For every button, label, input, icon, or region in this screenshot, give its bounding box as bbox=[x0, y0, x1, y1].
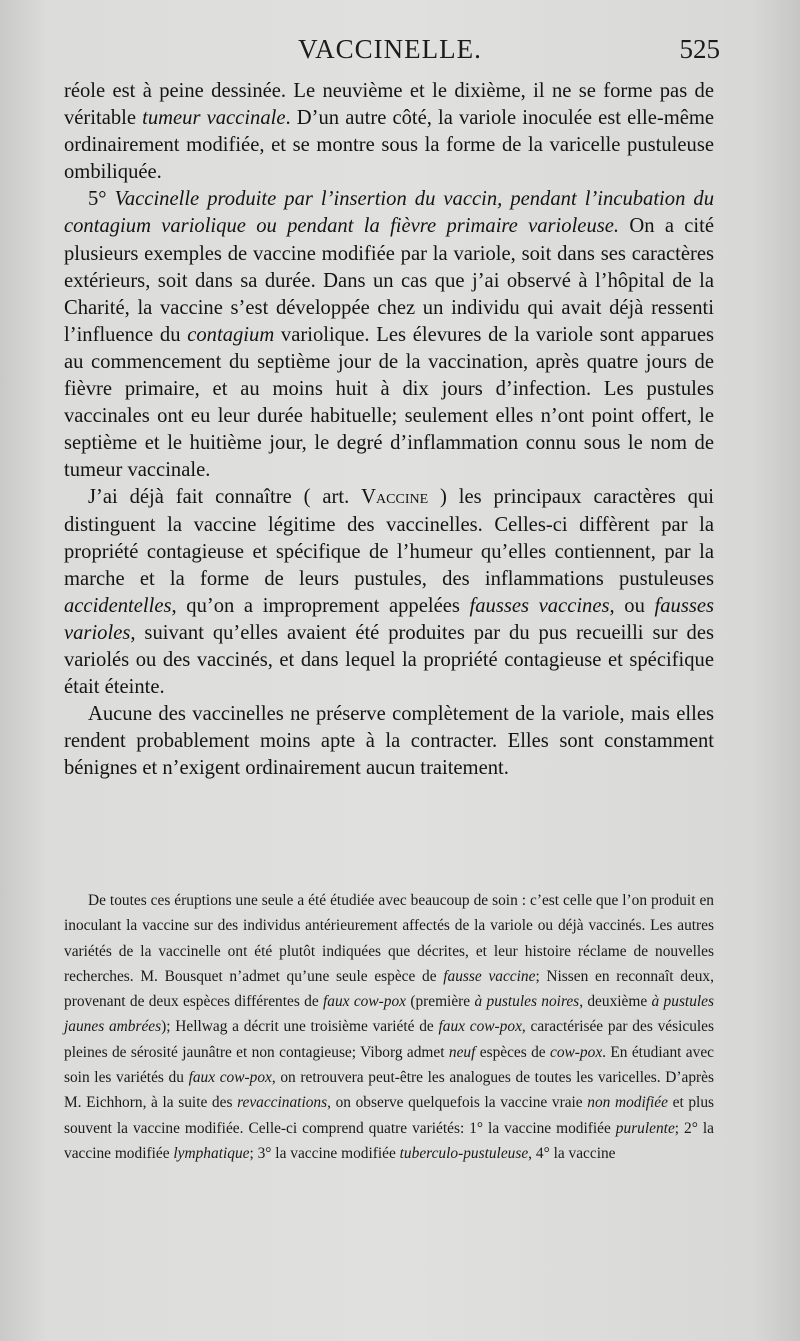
main-text bbox=[64, 78, 714, 782]
paragraph-3 bbox=[64, 484, 714, 701]
paragraph-1 bbox=[64, 78, 714, 186]
italic-term: revaccinations bbox=[237, 1094, 328, 1112]
text-run: On a cité plusieurs exemples de vaccine modifiée par la variole, soit dans ses caractères extérieurs, soit dans sa durée. Dans un cas que j’ai observé à l’hôpital de la Charité, la vaccine s’est développée chez un individu qui avait déjà ressenti l’influence du bbox=[64, 215, 714, 346]
notes-paragraph bbox=[64, 888, 714, 1166]
italic-term: fausse vaccine bbox=[443, 967, 536, 985]
italic-term: non modifiée bbox=[587, 1094, 668, 1112]
text-run: . En étudiant avec soin les variétés du bbox=[64, 1043, 714, 1087]
text-run: J’ai déjà fait connaître ( art. bbox=[88, 486, 362, 509]
italic-term: fausses varioles bbox=[64, 594, 714, 644]
italic-term: fausses vaccines bbox=[469, 594, 610, 617]
italic-term: faux cow-pox bbox=[188, 1069, 272, 1087]
paragraph-4 bbox=[64, 701, 714, 782]
section-number: 5° bbox=[88, 188, 115, 211]
italic-term: purulente bbox=[615, 1119, 675, 1137]
section-heading: Vaccinelle produite par l’insertion du vaccin, pendant l’incubation du contagium variolique ou pendant la fièvre primaire varioleuse. bbox=[64, 188, 714, 238]
italic-term: tuberculo-pustuleuse bbox=[399, 1144, 529, 1162]
text-run: ; Nissen en reconnaît deux, provenant de deux espèces différentes de bbox=[64, 967, 714, 1011]
italic-term: faux cow-pox bbox=[438, 1018, 522, 1036]
cross-reference: Vaccine bbox=[361, 486, 429, 509]
text-run: ; 3° la vaccine modifiée bbox=[249, 1144, 400, 1162]
text-run: , on retrouvera peut-être les analogues de toutes les varicelles. D’après M. Eichhorn, à la suite des bbox=[64, 1069, 714, 1112]
text-run: , caractérisée par des vésicules pleines de sérosité jaunâtre et non contagieuse; Viborg admet bbox=[64, 1018, 714, 1061]
text-run: , ou bbox=[609, 594, 655, 617]
text-run: , on observe quelquefois la vaccine vraie bbox=[327, 1094, 588, 1112]
text-run: ) les principaux caractères qui distinguent la vaccine légitime des vaccinelles. Celles-ci diffèrent par la propriété contagieuse et spécifique de l’humeur qu’elles contiennent, par la marche et la forme de leurs pustules, des inflammations pustuleuses bbox=[64, 486, 714, 590]
paragraph-2 bbox=[64, 186, 714, 484]
text-run: , deuxième bbox=[579, 993, 652, 1011]
italic-term: cow-pox bbox=[550, 1043, 603, 1061]
text-run: Aucune des vaccinelles ne préserve complètement de la variole, mais elles rendent probablement moins apte à la contracter. Elles sont constamment bénignes et n’exigent ordinairement aucun traitement. bbox=[64, 703, 714, 780]
italic-term: tumeur vaccinale bbox=[142, 107, 286, 130]
italic-term: neuf bbox=[448, 1043, 476, 1061]
small-print-notes bbox=[64, 888, 714, 1166]
page-number: 525 bbox=[679, 34, 720, 64]
text-run: . D’un autre côté, la variole inoculée est elle-même ordinairement modifiée, et se montre sous la forme de la varicelle pustuleuse ombiliquée. bbox=[64, 107, 715, 184]
italic-term: contagium bbox=[187, 323, 275, 346]
text-run: , suivant qu’elles avaient été produites par du pus recueilli sur des variolés ou des vaccinés, et dans lequel la propriété contagieuse et spécifique était éteinte. bbox=[64, 621, 714, 699]
text-run: espèces de bbox=[475, 1043, 551, 1061]
page-header bbox=[60, 30, 720, 70]
text-run: ; 2° la vaccine modifiée bbox=[64, 1119, 714, 1162]
text-run: et plus souvent la vaccine modifiée. Celle-ci comprend quatre variétés: 1° la vaccine modifiée bbox=[64, 1094, 714, 1137]
text-run: , qu’on a improprement appelées bbox=[171, 594, 470, 617]
italic-term: à pustules noires bbox=[474, 993, 580, 1011]
text-run: ); Hellwag a décrit une troisième variété de bbox=[161, 1018, 439, 1036]
italic-term: faux cow-pox bbox=[323, 993, 406, 1011]
text-run: variolique. Les élevures de la variole sont apparues au commencement du septième jour de la vaccination, après quatre jours de fièvre primaire, et au moins huit à dix jours d’infection. Les pustules vaccinales ont eu leur durée habituelle; seulement elles n’ont point offert, le septième et le huitième jour, le degré d’inflammation connu sous le nom de tumeur vaccinale. bbox=[64, 323, 714, 482]
text-run: De toutes ces éruptions une seule a été étudiée avec beaucoup de soin : c’est celle que l’on produit en inoculant la vaccine sur des individus antérieurement affectés de la variole ou déjà vaccinés. Les autres variétés de la vaccinelle ont été plutôt indiquées que décrites, et leur histoire réclame de nouvelles recherches. M. Bousquet n’admet qu’une seule espèce de bbox=[64, 892, 714, 985]
italic-term: à pustules jaunes ambrées bbox=[64, 993, 715, 1036]
text-run: , 4° la vaccine bbox=[528, 1144, 616, 1162]
text-run: (première bbox=[405, 993, 475, 1011]
running-title: VACCINELLE. bbox=[298, 34, 482, 64]
text-run: réole est à peine dessinée. Le neuvième et le dixième, il ne se forme pas de véritable bbox=[64, 80, 714, 130]
italic-term: accidentelles bbox=[64, 594, 172, 617]
italic-term: lymphatique bbox=[173, 1144, 250, 1162]
